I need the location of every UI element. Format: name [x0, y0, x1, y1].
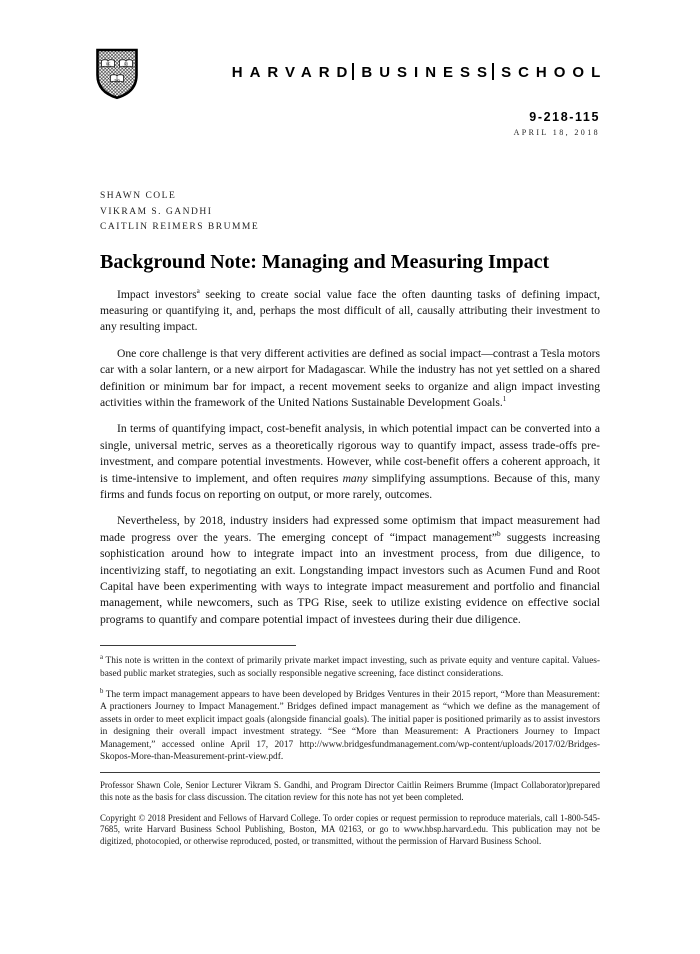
paragraph-text: seeking to create social value face the often daunting tasks of defining impact, measuring or quantifying it, and, perhaps the most difficult of all, causally attributing their investment to any resulting impact.	[100, 287, 600, 334]
footnote-marker: a	[100, 654, 103, 662]
hbs-shield-icon	[95, 48, 139, 100]
hbs-wordmark	[139, 63, 700, 81]
doc-number: 9-218-115	[529, 110, 600, 124]
body-paragraph-3	[100, 421, 600, 503]
footnote-text: This note is written in the context of primarily private market impact investing, such as private equity and venture capital. Values-based public market strategies, such as socially responsible negative screening, face distinct considerations.	[100, 656, 600, 679]
paragraph-text: simplifying assumptions. Because of this, many firms and funds focus on reporting on output, or more rarely, outcomes.	[100, 471, 601, 501]
wordmark-school: SCHOOL	[501, 64, 608, 81]
footnote-divider	[100, 645, 296, 646]
paragraph-emphasis: many	[342, 471, 368, 485]
header	[0, 48, 700, 106]
svg-text:RI: RI	[124, 62, 128, 67]
credits-text: Professor Shawn Cole, Senior Lecturer Vikram S. Gandhi, and Program Director Caitlin Reimers Brumme (Impact Collaborator)prepared this note as the basis for class discussion. The citation review for this note has not yet been completed.	[100, 780, 600, 803]
page-title: Background Note: Managing and Measuring Impact	[100, 250, 550, 273]
footnote-ref-b: b	[497, 529, 501, 538]
body-paragraph-4	[100, 513, 600, 628]
svg-text:VE: VE	[105, 62, 111, 67]
footnote-marker: b	[100, 687, 104, 695]
doc-meta	[0, 110, 700, 137]
body-text	[0, 287, 700, 629]
author-list	[0, 189, 700, 236]
wordmark-divider	[352, 63, 354, 80]
wordmark-divider	[492, 63, 494, 80]
footnote-ref-a: a	[196, 286, 200, 295]
doc-date: APRIL 18, 2018	[513, 128, 600, 137]
footnote-b	[100, 689, 600, 763]
footnote-text: The term impact management appears to have been developed by Bridges Ventures in their 2015 report, “More than Measurement: A practioners Journey to Impact Management.” Bridges defined impact management as “which we define as the management of assets in order to meet explicit impact goals (alongside financial goals). The initial paper is positioned primarily as to assist investors in designing their overall impact investment strategy. “See “More than Measurement: A Practioners Journey to Impact Management,” accessed online April 17, 2017 http://www.bridgesfundmanagement.com/wp-content/uploads/2017/02/Bridges-Skopos-More-than-Measurement-print-view.pdf.	[100, 690, 600, 763]
footnotes	[0, 655, 700, 763]
svg-text:TAS: TAS	[114, 77, 120, 82]
wordmark-business: BUSINESS	[361, 64, 495, 81]
author-name: VIKRAM S. GANDHI	[100, 206, 213, 217]
author-name: CAITLIN REIMERS BRUMME	[100, 222, 260, 232]
paragraph-text: One core challenge is that very different activities are defined as social impact—contrast a Tesla motors car with a solar lantern, or a new airport for Madagascar. While the industry has not yet settled on a shared definition or minimum bar for impact, a recent movement seeks to organize and align impact investing activities within the framework of the United Nations Sustainable Development Goals.	[100, 346, 600, 409]
paragraph-text: Nevertheless, by 2018, industry insiders had expressed some optimism that impact measurement had made progress over the years. The emerging concept of “impact management”	[100, 514, 600, 544]
copyright-text: Copyright © 2018 President and Fellows of Harvard College. To order copies or request permission to reproduce materials, call 1-800-545-7685, write Harvard Business School Publishing, Boston, MA 02163, or go to www.hbsp.harvard.edu. This publication may not be digitized, photocopied, or otherwise reproduced, posted, or transmitted, without the permission of Harvard Business School.	[100, 812, 600, 846]
paragraph-text: Impact investors	[117, 287, 197, 301]
footer-divider	[100, 772, 600, 773]
footnote-a	[100, 655, 600, 680]
endnote-ref-1: 1	[502, 395, 507, 404]
document-page	[0, 48, 700, 954]
wordmark-harvard: HARVARD	[231, 64, 355, 81]
body-paragraph-1	[100, 287, 600, 336]
paragraph-text: In terms of quantifying impact, cost-benefit analysis, in which potential impact can be converted into a single, universal metric, serves as a theoretically rigorous way to quantify impact, assess trade-offs pre-investment, and compare potential investments. However, while cost-benefit offers a coherent approach, it is time-intensive to implement, and often requires	[100, 422, 600, 485]
paragraph-text: suggests increasing sophistication around how to integrate impact into an investment process, from due diligence, to incentivizing staff, to negotiating an exit. Longstanding impact investors such as Acumen Fund and Root Capital have been experimenting with ways to integrate impact measurement and portfolio and financial management, while newcomers, such as TPG Rise, seek to utilize existing evidence on effective social programs to quantify and compare potential impact of investees during their due diligence.	[100, 530, 600, 626]
body-paragraph-2	[100, 346, 600, 412]
author-name: SHAWN COLE	[100, 191, 177, 201]
